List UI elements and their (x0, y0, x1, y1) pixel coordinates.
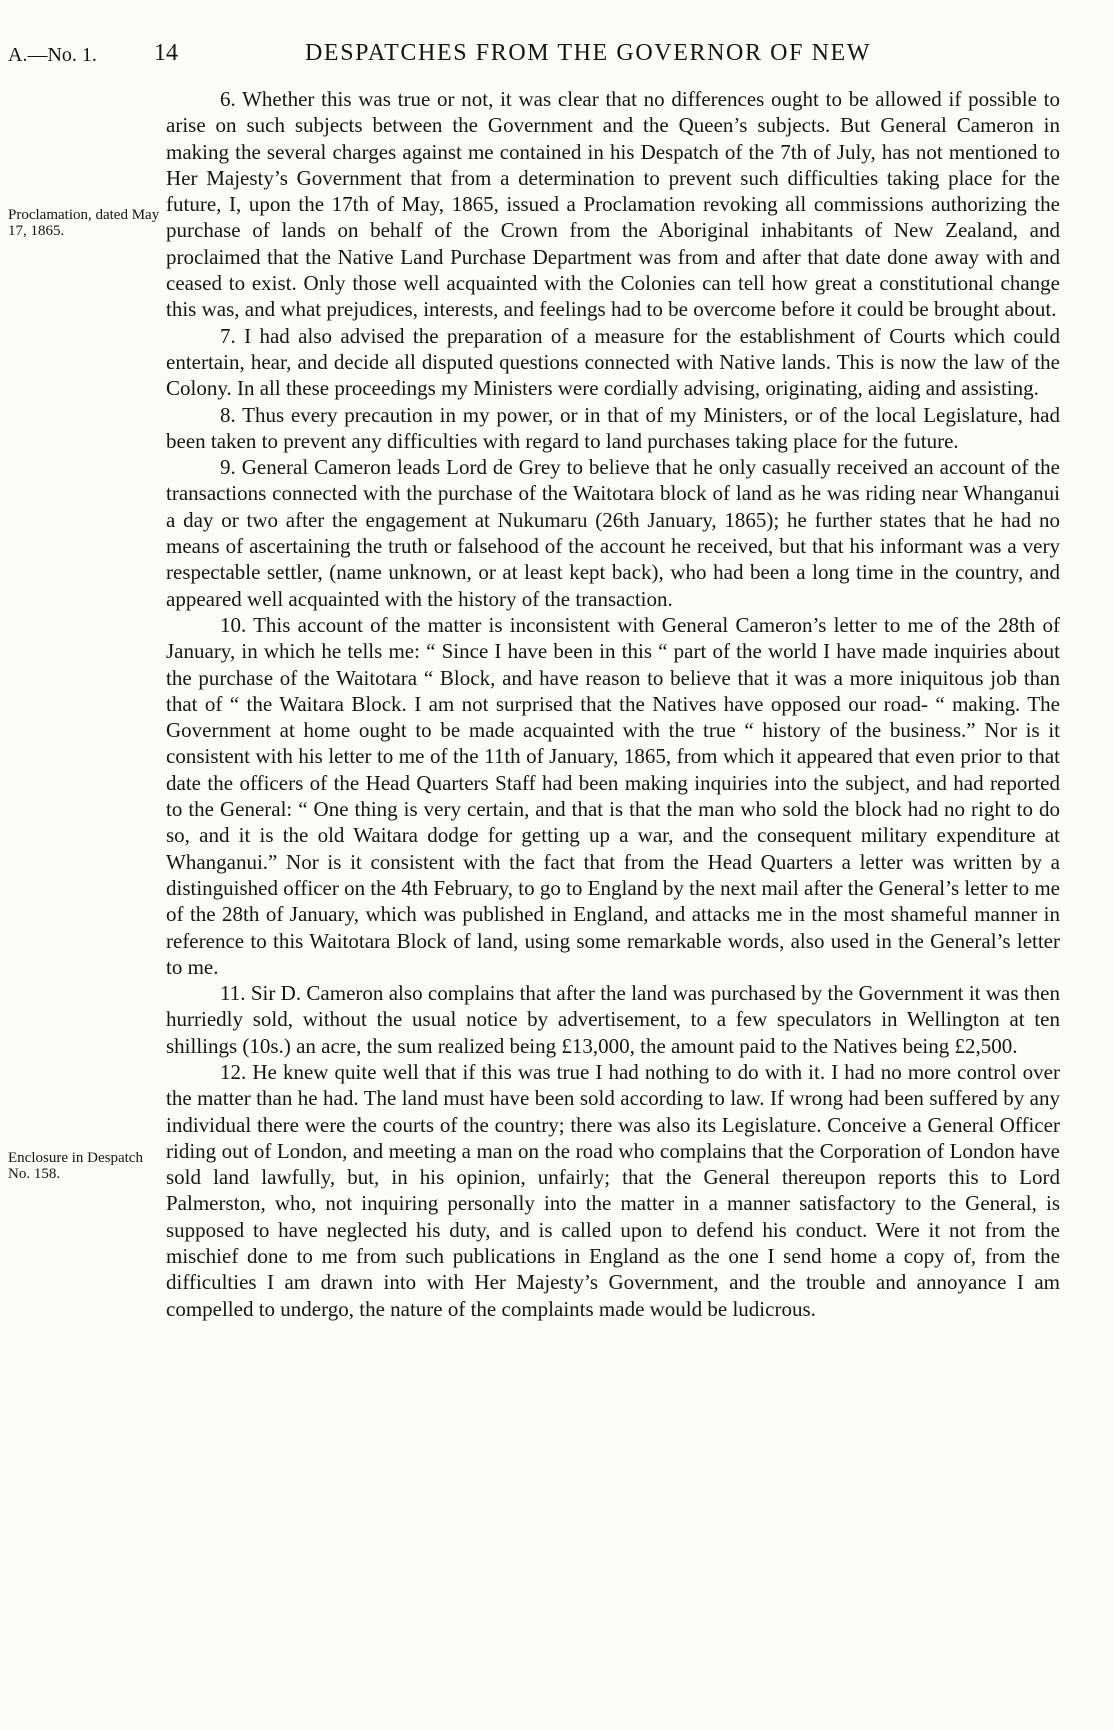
page-number: 14 (154, 40, 178, 66)
document-body (166, 86, 1060, 1322)
running-title: DESPATCHES FROM THE GOVERNOR OF NEW (305, 40, 872, 66)
paragraph-12: 12. He knew quite well that if this was true I had nothing to do with it. I had no more control over the matter than he had. The land must have been sold according to law. If wrong had been suffered by any individual there were the courts of the country; there was also its Legislature. Conceive a General Officer riding out of London, and meeting a man on the road who complains that the Corporation of London have sold land lawfully, but, in his opinion, unfairly; that the General thereupon reports this to Lord Palmerston, who, not inquiring personally into the matter in a manner satisfactory to the General, is supposed to have neglected his duty, and is called upon to defend his conduct. Were it not from the mischief done to me from such publications in England as the one I send home a copy of, from the difficulties I am drawn into with Her Majesty’s Government, and the trouble and annoyance I am compelled to undergo, the nature of the complaints made would be ludicrous. (166, 1059, 1060, 1321)
paragraph-11: 11. Sir D. Cameron also complains that after the land was purchased by the Government it was then hurriedly sold, without the usual notice by advertisement, to a few speculators in Wellington at ten shillings (10s.) an acre, the sum realized being £13,000, the amount paid to the Natives being £2,500. (166, 981, 1060, 1058)
margin-note-proclamation: Proclamation, dated May 17, 1865. (8, 207, 160, 239)
page-header (0, 34, 1114, 74)
paragraph-6: 6. Whether this was true or not, it was clear that no differences ought to be allowed if possible to arise on such subjects between the Government and the Queen’s subjects. But General Cameron in making the several charges against me contained in his Despatch of the 7th of July, has not mentioned to Her Majesty’s Government that from a determination to prevent such difficulties taking place for the future, I, upon the 17th of May, 1865, issued a Proclamation revoking all commissions authorizing the purchase of lands on behalf of the Crown from the Aboriginal inhabitants of New Zealand, and proclaimed that the Native Land Purchase Department was from and after that date done away with and ceased to exist. Only those well acquainted with the Colonies can tell how great a constitutional change this was, and what prejudices, interests, and feelings had to be overcome before it could be brought about. (166, 87, 1060, 322)
paragraph-7: 7. I had also advised the preparation of a measure for the establishment of Courts which could entertain, hear, and decide all disputed questions connected with Native lands. This is now the law of the Colony. In all these proceedings my Ministers were cordially advising, originating, aiding and assisting. (166, 323, 1060, 401)
paragraph-8: 8. Thus every precaution in my power, or in that of my Ministers, or of the local Legislature, had been taken to prevent any difficulties with regard to land purchases taking place for the future. (166, 402, 1060, 453)
margin-note-enclosure: Enclosure in Despatch No. 158. (8, 1150, 143, 1182)
document-reference: A.—No. 1. (8, 44, 97, 66)
paragraph-10: 10. This account of the matter is inconsistent with General Cameron’s letter to me of the 28th of January, in which he tells me: “ Since I have been in this “ part of the world I have made inquiries about the purchase of the Waitotara “ Block, and have reason to believe that it was a more iniquitous job than that of “ the Waitara Block. I am not surprised that the Natives have opposed our road- “ making. The Government at home ought to be made acquainted with the true “ history of the business.” Nor is it consistent with his letter to me of the 11th of January, 1865, from which it appeared that even prior to that date the officers of the Head Quarters Staff had been making inquiries into the subject, and had reported to the General: “ One thing is very certain, and that is that the man who sold the block had no right to do so, and it is the old Waitara dodge for getting up a war, and the consequent military expenditure at Whanganui.” Nor is it consistent with the fact that from the Head Quarters a letter was written by a distinguished officer on the 4th February, to go to England by the next mail after the General’s letter to me of the 28th of January, which was published in England, and attacks me in the most shameful manner in reference to this Waitotara Block of land, using some remarkable words, also used in the General’s letter to me. (166, 612, 1061, 979)
paragraph-9: 9. General Cameron leads Lord de Grey to believe that he only casually received an account of the transactions connected with the purchase of the Waitotara block of land as he was riding near Whanganui a day or two after the engagement at Nukumaru (26th January, 1865); he further states that he had no means of ascertaining the truth or falsehood of the account he received, but that his informant was a very respectable settler, (name unknown, or at least kept back), who had been a long time in the country, and appeared well acquainted with the history of the transaction. (166, 455, 1060, 611)
